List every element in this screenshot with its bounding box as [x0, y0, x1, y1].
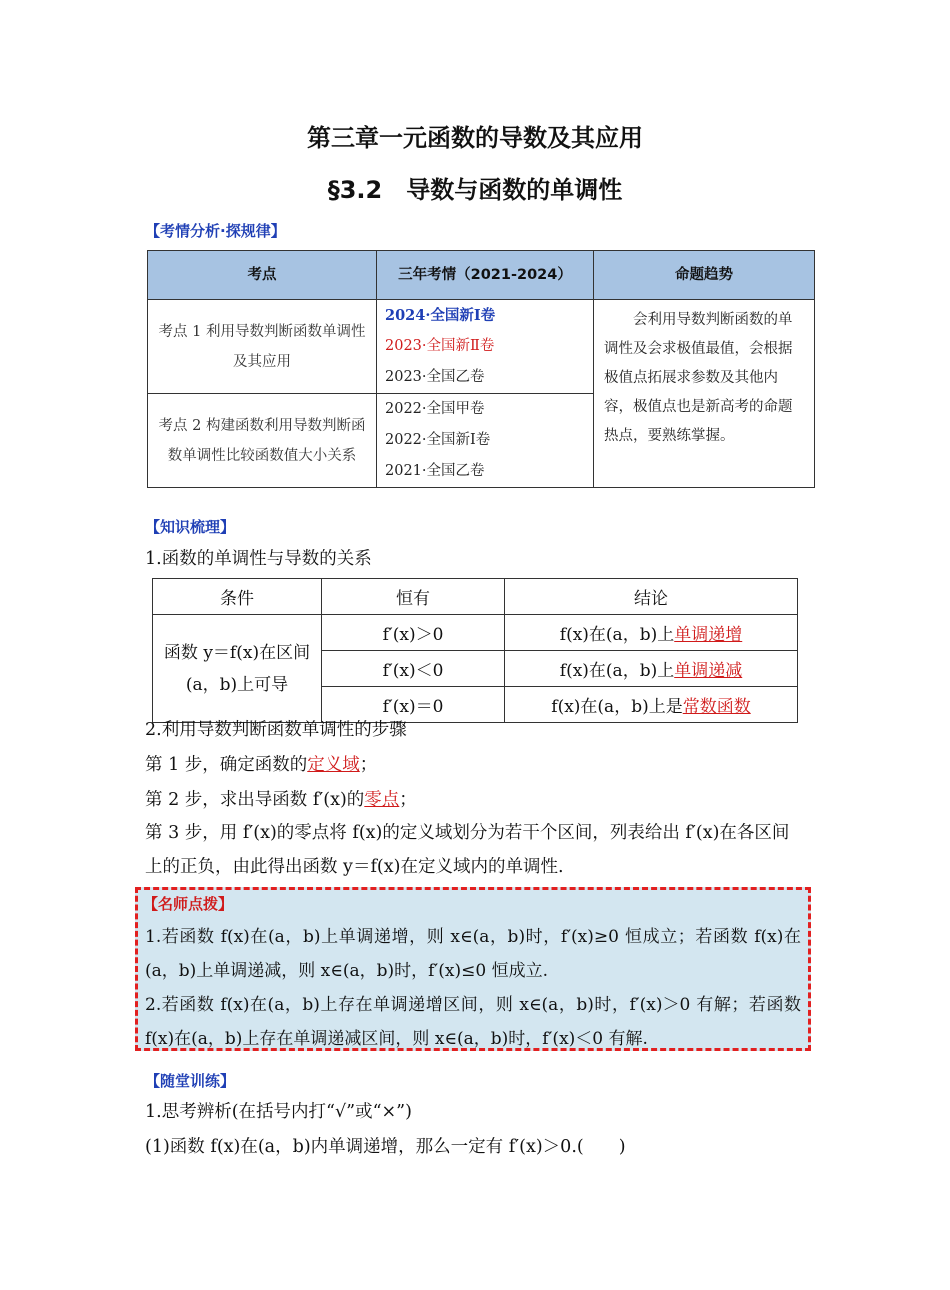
conclusion-prefix: f(x)在(a，b)上 [559, 661, 675, 681]
item1-title: 1.函数的单调性与导数的关系 [145, 549, 372, 569]
step-1-key: 定义域 [307, 755, 360, 775]
conclusion-cell [505, 651, 798, 687]
condition-cell: 函数 y＝f(x)在区间(a，b)上可导 [153, 615, 322, 723]
has-cell: f′(x)＜0 [322, 651, 505, 687]
trend-cell: 会利用导数判断函数的单调性及会求极值最值，会根据极值点拓展求参数及其他内容，极值点也是新高考的命题热点，要熟练掌握。 [594, 300, 815, 488]
point-1: 考点 1 利用导数判断函数单调性及其应用 [148, 300, 377, 394]
step-2-key: 零点 [364, 790, 400, 810]
exam-list-1 [377, 300, 594, 394]
exam-item: 2023·全国新Ⅱ卷 [385, 338, 495, 354]
knowledge-label: 【知识梳理】 [145, 518, 236, 536]
question-1: 1.思考辨析(在括号内打“√”或“×”) [145, 1102, 412, 1122]
item2-title: 2.利用导数判断函数单调性的步骤 [145, 720, 407, 740]
has-cell: f′(x)＞0 [322, 615, 505, 651]
conclusion-key: 常数函数 [682, 697, 751, 717]
has-cell: f′(x)＝0 [322, 687, 505, 723]
analysis-label: 【考情分析·探规律】 [145, 222, 286, 240]
exam-item: 2023·全国乙卷 [385, 369, 485, 385]
col-condition: 条件 [153, 579, 322, 615]
tips-label: 【名师点拨】 [143, 895, 234, 913]
analysis-table [147, 250, 815, 488]
conclusion-prefix: f(x)在(a，b)上 [559, 625, 675, 645]
conclusion-cell [505, 615, 798, 651]
step-1: 第 1 步，确定函数的定义域； [145, 755, 378, 775]
practice-label: 【随堂训练】 [145, 1072, 236, 1090]
chapter-title: 第三章一元函数的导数及其应用 [307, 124, 643, 152]
step-3: 第 3 步，用 f′(x)的零点将 f(x)的定义域划分为若干个区间，列表给出 f′(x)在各区间上的正负，由此得出函数 y＝f(x)在定义域内的单调性. [145, 823, 790, 877]
conclusion-cell [505, 687, 798, 723]
conclusion-key: 单调递增 [674, 625, 743, 645]
section-title: §3.2 导数与函数的单调性 [327, 176, 623, 204]
exam-item: 2022·全国新Ⅰ卷 [385, 432, 491, 448]
header-exams: 三年考情（2021-2024） [377, 251, 594, 300]
conclusion-prefix: f(x)在(a，b)上是 [551, 697, 683, 717]
conclusion-key: 单调递减 [674, 661, 743, 681]
col-has: 恒有 [322, 579, 505, 615]
exam-item: 2022·全国甲卷 [385, 401, 485, 417]
tip-1: 1.若函数 f(x)在(a，b)上单调递增，则 x∈(a，b)时，f′(x)≥0 恒成立；若函数 f(x)在(a，b)上单调递减，则 x∈(a，b)时，f′(x)≤0 恒成立. [145, 927, 801, 981]
header-point: 考点 [148, 251, 377, 300]
exam-item: 2021·全国乙卷 [385, 463, 485, 479]
question-1-1: (1)函数 f(x)在(a，b)内单调递增，那么一定有 f′(x)＞0.( ) [145, 1137, 626, 1157]
col-conclusion: 结论 [505, 579, 798, 615]
header-trend: 命题趋势 [594, 251, 815, 300]
monotonicity-table [152, 578, 798, 723]
tip-2: 2.若函数 f(x)在(a，b)上存在单调递增区间，则 x∈(a，b)时，f′(x)＞0 有解；若函数 f(x)在(a，b)上存在单调递减区间，则 x∈(a，b)时，f′(x)＜0 有解. [145, 995, 801, 1049]
point-2: 考点 2 构建函数利用导数判断函数单调性比较函数值大小关系 [148, 394, 377, 488]
exam-item: 2024·全国新Ⅰ卷 [385, 307, 496, 324]
step-2: 第 2 步，求出导函数 f′(x)的零点； [145, 790, 417, 810]
exam-list-2 [377, 394, 594, 488]
